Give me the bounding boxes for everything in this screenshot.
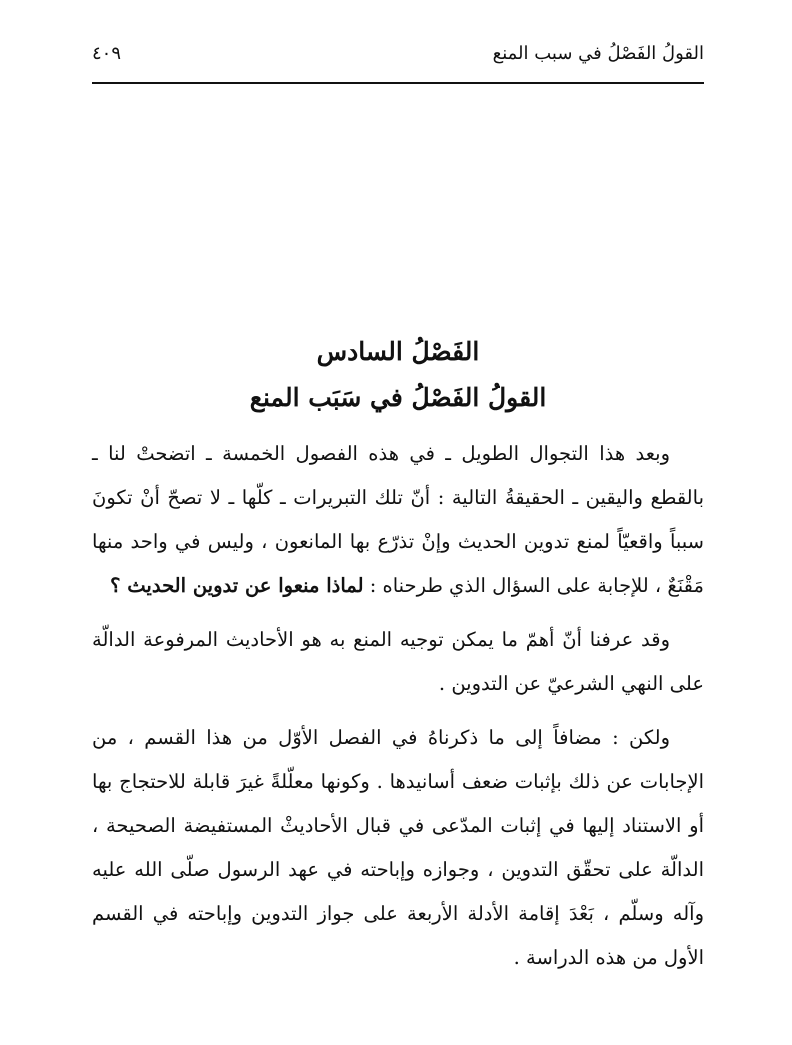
paragraph-1-question: لماذا منعوا عن تدوين الحديث ؟	[110, 574, 364, 597]
page-header	[92, 38, 704, 78]
body-text	[92, 432, 704, 990]
paragraph-1-text: وبعد هذا التجوال الطويل ـ في هذه الفصول الخمسة ـ اتضحتْ لنا ـ بالقطع واليقين ـ الحقيقةُ التالية : أنّ تلك التبريرات ـ كلّها ـ لا تصحّ أنْ تكونَ سبباً واقعيّاً لمنع تدوين الحديث وإنْ تذرّع بها المانعون ، وليس في واحد منها مَقْنَعٌ ، للإجابة على السؤال الذي طرحناه :	[92, 442, 704, 597]
paragraph-3: ولكن : مضافاً إلى ما ذكرناهُ في الفصل الأوّل من هذا القسم ، من الإجابات عن ذلك بإثبات ضعف أسانيدها . وكونها معلّلةً غيرَ قابلة للاحتجاج بها أو الاستناد إليها في إثبات المدّعى في قبال الأحاديثْ المستفيضة الصحيحة ، الدالّة على تحقّق التدوين ، وجوازه وإباحته في عهد الرسول صلّى الله عليه وآله وسلّم ، بَعْدَ إقامة الأدلة الأربعة على جواز التدوين وإباحته في القسم الأول من هذه الدراسة .	[92, 726, 704, 969]
paragraph-2: وقد عرفنا أنّ أهمّ ما يمكن توجيه المنع به هو الأحاديث المرفوعة الدالّة على النهي الشرعيّ عن التدوين .	[92, 628, 704, 695]
chapter-title: القولُ الفَصْلُ في سَبَب المنع	[249, 383, 547, 412]
running-title: القولُ الفَصْلُ في سبب المنع	[492, 43, 704, 64]
paragraph-1	[92, 432, 704, 608]
chapter-label: الفَصْلُ السادس	[316, 337, 480, 366]
header-rule	[92, 82, 704, 84]
page-number: ٤٠٩	[92, 43, 122, 64]
